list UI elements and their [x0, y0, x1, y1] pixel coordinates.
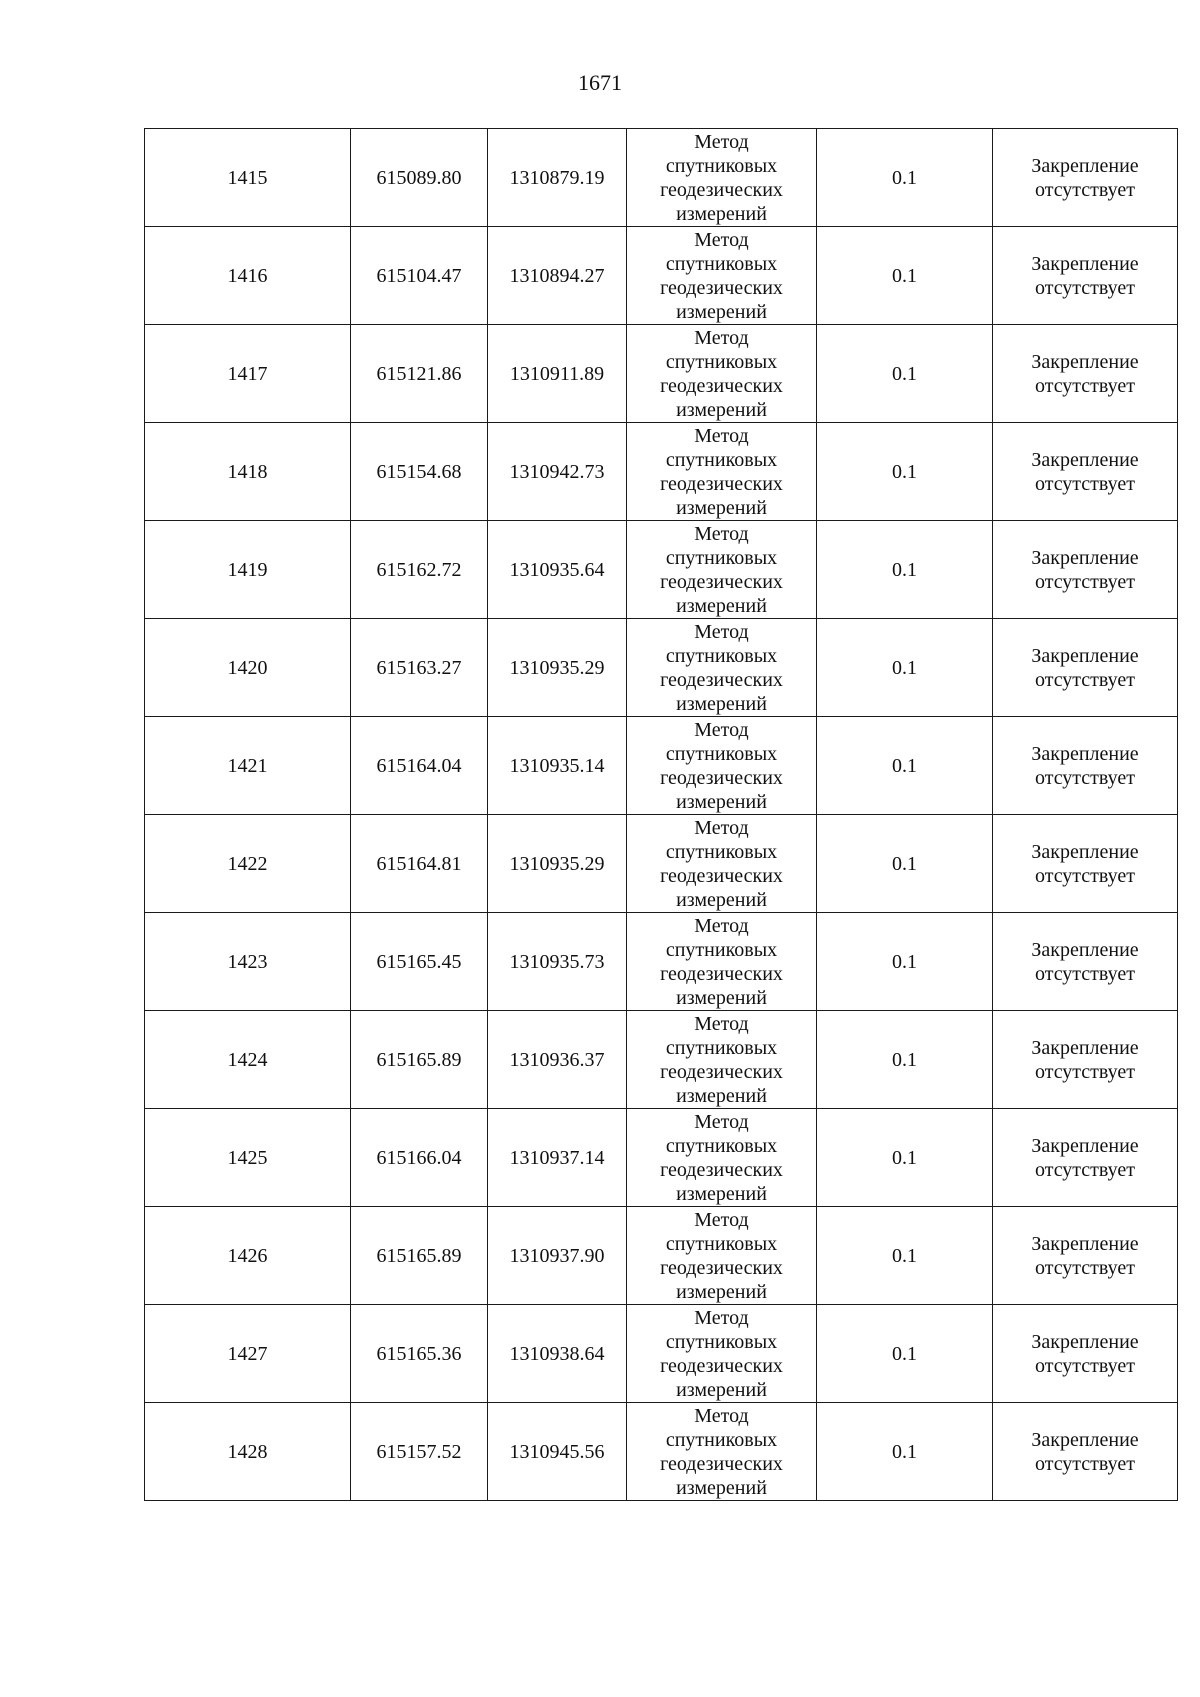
method-line: Метод — [694, 1110, 749, 1133]
x-coordinate-cell: 615163.27 — [351, 619, 488, 717]
table-row — [145, 1305, 1178, 1403]
method-line: измерений — [676, 1378, 767, 1401]
method-line: измерений — [676, 1084, 767, 1107]
method-line: спутниковых — [665, 1036, 778, 1059]
point-number-cell: 1421 — [145, 717, 351, 815]
fixing-cell — [993, 1305, 1178, 1403]
fixing-line: отсутствует — [1034, 1060, 1136, 1083]
x-coordinate-cell: 615164.81 — [351, 815, 488, 913]
table-row — [145, 129, 1178, 227]
method-line: Метод — [694, 914, 749, 937]
x-coordinate-cell: 615165.36 — [351, 1305, 488, 1403]
method-line: геодезических — [660, 864, 783, 887]
point-number-cell: 1417 — [145, 325, 351, 423]
method-line: спутниковых — [665, 1330, 778, 1353]
precision-cell: 0.1 — [817, 521, 993, 619]
fixing-line: отсутствует — [1034, 276, 1136, 299]
fixing-line: Закрепление — [1031, 938, 1139, 961]
method-line: измерений — [676, 1182, 767, 1205]
method-cell — [627, 1207, 817, 1305]
fixing-line: Закрепление — [1031, 1428, 1139, 1451]
fixing-cell — [993, 227, 1178, 325]
method-cell — [627, 1011, 817, 1109]
x-coordinate-cell: 615157.52 — [351, 1403, 488, 1501]
y-coordinate-cell: 1310942.73 — [488, 423, 627, 521]
y-coordinate-cell: 1310879.19 — [488, 129, 627, 227]
precision-cell: 0.1 — [817, 1207, 993, 1305]
fixing-cell — [993, 1403, 1178, 1501]
point-number-cell: 1422 — [145, 815, 351, 913]
point-number-cell: 1418 — [145, 423, 351, 521]
precision-cell: 0.1 — [817, 227, 993, 325]
method-line: измерений — [676, 1280, 767, 1303]
method-line: Метод — [694, 1306, 749, 1329]
fixing-cell — [993, 717, 1178, 815]
point-number-cell: 1426 — [145, 1207, 351, 1305]
point-number-cell: 1420 — [145, 619, 351, 717]
x-coordinate-cell: 615154.68 — [351, 423, 488, 521]
method-line: геодезических — [660, 1256, 783, 1279]
coordinates-table-body — [145, 129, 1178, 1501]
y-coordinate-cell: 1310938.64 — [488, 1305, 627, 1403]
table-row — [145, 619, 1178, 717]
point-number-cell: 1419 — [145, 521, 351, 619]
x-coordinate-cell: 615121.86 — [351, 325, 488, 423]
fixing-line: Закрепление — [1031, 546, 1139, 569]
y-coordinate-cell: 1310935.29 — [488, 619, 627, 717]
table-row — [145, 1109, 1178, 1207]
fixing-cell — [993, 815, 1178, 913]
method-line: спутниковых — [665, 546, 778, 569]
fixing-line: Закрепление — [1031, 154, 1139, 177]
method-line: спутниковых — [665, 350, 778, 373]
method-line: измерений — [676, 790, 767, 813]
method-line: Метод — [694, 1208, 749, 1231]
method-line: геодезических — [660, 570, 783, 593]
method-cell — [627, 1403, 817, 1501]
table-row — [145, 1207, 1178, 1305]
method-line: измерений — [676, 300, 767, 323]
fixing-cell — [993, 521, 1178, 619]
fixing-cell — [993, 1207, 1178, 1305]
method-line: спутниковых — [665, 1232, 778, 1255]
precision-cell: 0.1 — [817, 1109, 993, 1207]
fixing-line: Закрепление — [1031, 1134, 1139, 1157]
precision-cell: 0.1 — [817, 1305, 993, 1403]
y-coordinate-cell: 1310935.29 — [488, 815, 627, 913]
method-cell — [627, 129, 817, 227]
precision-cell: 0.1 — [817, 325, 993, 423]
y-coordinate-cell: 1310935.64 — [488, 521, 627, 619]
page-number: 1671 — [578, 70, 622, 95]
method-line: Метод — [694, 228, 749, 251]
fixing-cell — [993, 619, 1178, 717]
x-coordinate-cell: 615165.45 — [351, 913, 488, 1011]
method-line: спутниковых — [665, 154, 778, 177]
method-cell — [627, 1305, 817, 1403]
fixing-line: отсутствует — [1034, 962, 1136, 985]
fixing-cell — [993, 423, 1178, 521]
precision-cell: 0.1 — [817, 423, 993, 521]
method-line: спутниковых — [665, 448, 778, 471]
fixing-cell — [993, 1109, 1178, 1207]
table-row — [145, 1011, 1178, 1109]
method-line: спутниковых — [665, 742, 778, 765]
table-row — [145, 913, 1178, 1011]
coordinates-table — [144, 128, 1178, 1501]
fixing-line: Закрепление — [1031, 1330, 1139, 1353]
method-cell — [627, 619, 817, 717]
method-line: Метод — [694, 816, 749, 839]
fixing-line: Закрепление — [1031, 252, 1139, 275]
y-coordinate-cell: 1310894.27 — [488, 227, 627, 325]
table-row — [145, 521, 1178, 619]
fixing-line: отсутствует — [1034, 472, 1136, 495]
method-line: Метод — [694, 620, 749, 643]
method-line: геодезических — [660, 472, 783, 495]
fixing-line: отсутствует — [1034, 864, 1136, 887]
precision-cell: 0.1 — [817, 815, 993, 913]
y-coordinate-cell: 1310945.56 — [488, 1403, 627, 1501]
fixing-cell — [993, 913, 1178, 1011]
method-line: Метод — [694, 1404, 749, 1427]
point-number-cell: 1416 — [145, 227, 351, 325]
method-line: измерений — [676, 1476, 767, 1499]
point-number-cell: 1423 — [145, 913, 351, 1011]
precision-cell: 0.1 — [817, 619, 993, 717]
fixing-line: Закрепление — [1031, 448, 1139, 471]
method-cell — [627, 815, 817, 913]
method-line: геодезических — [660, 1452, 783, 1475]
fixing-line: отсутствует — [1034, 1354, 1136, 1377]
y-coordinate-cell: 1310935.73 — [488, 913, 627, 1011]
fixing-line: отсутствует — [1034, 1158, 1136, 1181]
method-line: Метод — [694, 130, 749, 153]
method-line: Метод — [694, 1012, 749, 1035]
method-line: геодезических — [660, 1060, 783, 1083]
method-line: измерений — [676, 594, 767, 617]
method-line: измерений — [676, 398, 767, 421]
method-line: Метод — [694, 718, 749, 741]
fixing-line: отсутствует — [1034, 1256, 1136, 1279]
fixing-line: отсутствует — [1034, 570, 1136, 593]
fixing-cell — [993, 1011, 1178, 1109]
table-row — [145, 227, 1178, 325]
method-line: Метод — [694, 424, 749, 447]
method-line: измерений — [676, 496, 767, 519]
point-number-cell: 1424 — [145, 1011, 351, 1109]
table-row — [145, 717, 1178, 815]
method-line: Метод — [694, 326, 749, 349]
table-row — [145, 325, 1178, 423]
x-coordinate-cell: 615164.04 — [351, 717, 488, 815]
method-cell — [627, 227, 817, 325]
x-coordinate-cell: 615089.80 — [351, 129, 488, 227]
method-line: Метод — [694, 522, 749, 545]
method-line: измерений — [676, 692, 767, 715]
method-line: геодезических — [660, 374, 783, 397]
table-row — [145, 423, 1178, 521]
fixing-line: Закрепление — [1031, 350, 1139, 373]
y-coordinate-cell: 1310935.14 — [488, 717, 627, 815]
method-line: геодезических — [660, 1354, 783, 1377]
method-line: геодезических — [660, 668, 783, 691]
method-line: геодезических — [660, 766, 783, 789]
fixing-line: Закрепление — [1031, 840, 1139, 863]
table-row — [145, 815, 1178, 913]
method-cell — [627, 1109, 817, 1207]
fixing-cell — [993, 325, 1178, 423]
method-line: спутниковых — [665, 644, 778, 667]
method-line: геодезических — [660, 962, 783, 985]
y-coordinate-cell: 1310936.37 — [488, 1011, 627, 1109]
method-line: геодезических — [660, 178, 783, 201]
fixing-line: Закрепление — [1031, 742, 1139, 765]
fixing-line: Закрепление — [1031, 1036, 1139, 1059]
method-line: спутниковых — [665, 252, 778, 275]
method-line: спутниковых — [665, 1428, 778, 1451]
method-line: геодезических — [660, 276, 783, 299]
fixing-line: отсутствует — [1034, 374, 1136, 397]
x-coordinate-cell: 615165.89 — [351, 1207, 488, 1305]
precision-cell: 0.1 — [817, 1011, 993, 1109]
fixing-line: отсутствует — [1034, 178, 1136, 201]
method-cell — [627, 521, 817, 619]
x-coordinate-cell: 615162.72 — [351, 521, 488, 619]
method-cell — [627, 325, 817, 423]
method-line: измерений — [676, 888, 767, 911]
method-line: измерений — [676, 986, 767, 1009]
method-line: геодезических — [660, 1158, 783, 1181]
point-number-cell: 1427 — [145, 1305, 351, 1403]
method-line: измерений — [676, 202, 767, 225]
method-line: спутниковых — [665, 1134, 778, 1157]
x-coordinate-cell: 615166.04 — [351, 1109, 488, 1207]
method-cell — [627, 423, 817, 521]
y-coordinate-cell: 1310937.14 — [488, 1109, 627, 1207]
y-coordinate-cell: 1310911.89 — [488, 325, 627, 423]
fixing-line: отсутствует — [1034, 766, 1136, 789]
method-cell — [627, 913, 817, 1011]
precision-cell: 0.1 — [817, 129, 993, 227]
precision-cell: 0.1 — [817, 717, 993, 815]
method-line: спутниковых — [665, 938, 778, 961]
y-coordinate-cell: 1310937.90 — [488, 1207, 627, 1305]
fixing-line: Закрепление — [1031, 644, 1139, 667]
point-number-cell: 1428 — [145, 1403, 351, 1501]
precision-cell: 0.1 — [817, 1403, 993, 1501]
point-number-cell: 1415 — [145, 129, 351, 227]
fixing-line: Закрепление — [1031, 1232, 1139, 1255]
fixing-cell — [993, 129, 1178, 227]
x-coordinate-cell: 615165.89 — [351, 1011, 488, 1109]
point-number-cell: 1425 — [145, 1109, 351, 1207]
x-coordinate-cell: 615104.47 — [351, 227, 488, 325]
precision-cell: 0.1 — [817, 913, 993, 1011]
method-cell — [627, 717, 817, 815]
fixing-line: отсутствует — [1034, 668, 1136, 691]
fixing-line: отсутствует — [1034, 1452, 1136, 1475]
method-line: спутниковых — [665, 840, 778, 863]
table-row — [145, 1403, 1178, 1501]
